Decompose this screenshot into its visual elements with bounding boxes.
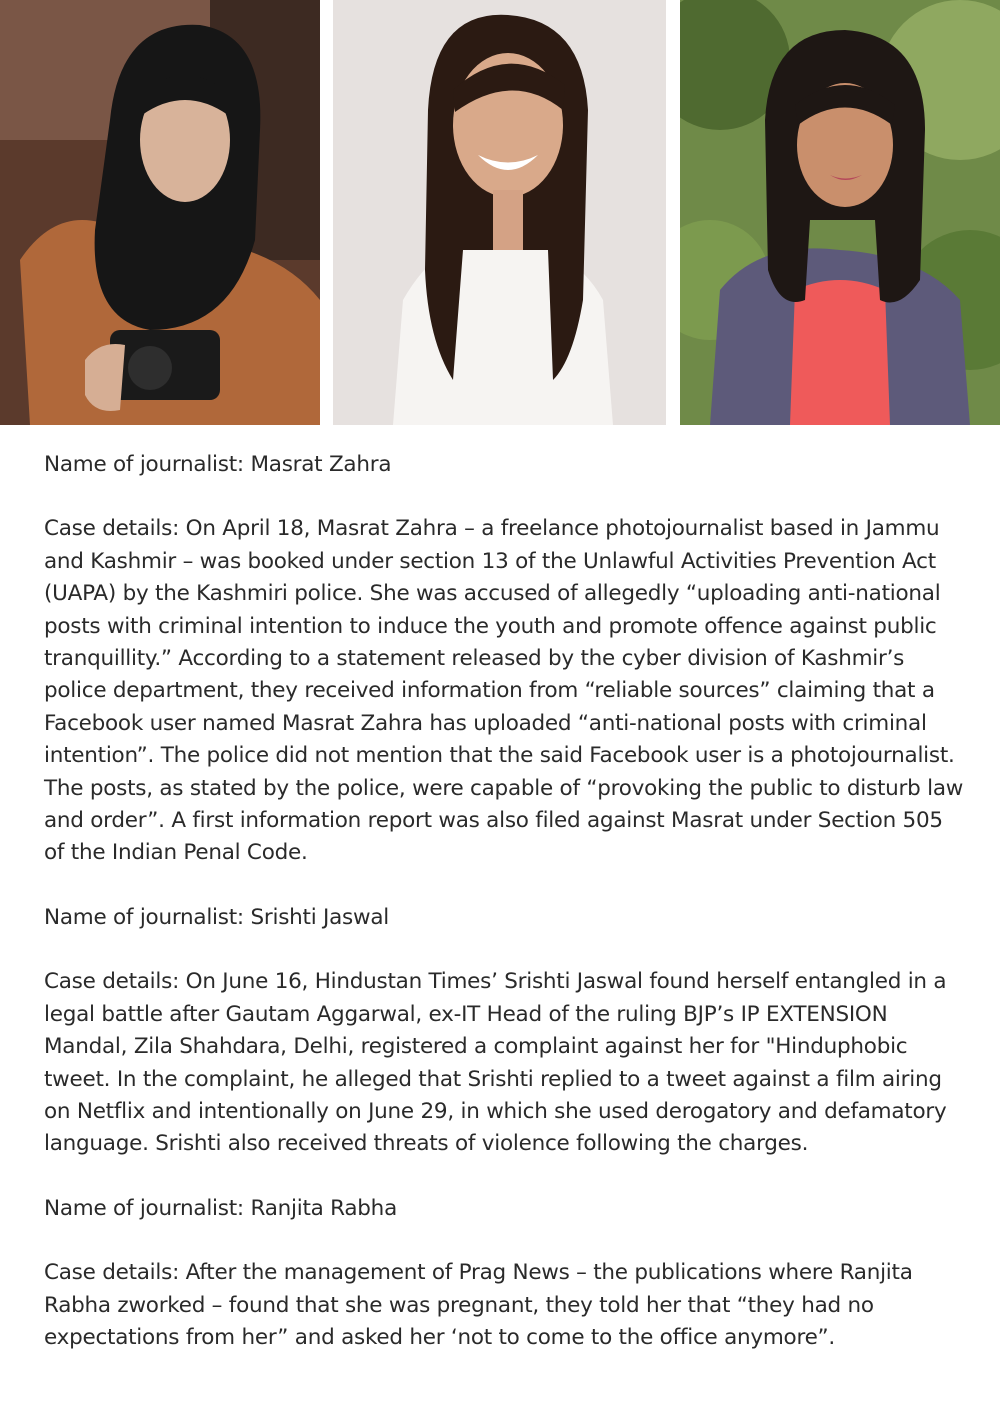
case-details-1: Case details: On April 18, Masrat Zahra – a freelance photojournalist based in Jammu and Kashmir – was booked under section 13 of the Unlawful Activities Prevention Act (UAPA) by the Kashmiri police. She was accused of allegedly “uploading anti-national posts with criminal intention to induce the youth and promote offence against public tranquillity.” According to a statement released by the cyber division of Kashmir’s police department, they received information from “reliable sources” claiming that a Facebook user named Masrat Zahra has uploaded “anti-national posts with criminal intention”. The police did not mention that the said Facebook user is a photojournalist. The posts, as stated by the police, were capable of “provoking the public to disturb law and order”. A first information report was also filed against Masrat under Section 505 of the Indian Penal Code. [44,516,964,866]
journalist-name-3: Name of journalist: Ranjita Rabha [44,1195,397,1221]
case-details-2: Case details: On June 16, Hindustan Times’ Srishti Jaswal found herself entangled in a legal battle after Gautam Aggarwal, ex-IT Head of the ruling BJP’s IP EXTENSION Mandal, Zila Shahdara, Delhi, registered a complaint against her for "Hinduphobic tweet. In the complaint, he alleged that Srishti replied to a tweet against a film airing on Netflix and intentionally on June 29, in which she used derogatory and defamatory language. Srishti also received threats of violence following the charges. [44,969,947,1157]
photo-strip [0,0,1000,425]
journalist-name-1: Name of journalist: Masrat Zahra [44,452,392,477]
photo-ranjita-rabha [680,0,1000,425]
case-details-3: Case details: After the management of Prag News – the publications where Ranjita Rabha zworked – found that she was pregnant, they told her that “they had no expectations from her” and asked her ‘not to come to the office anymore”. [44,1260,913,1350]
photo-srishti-jaswal [333,0,666,425]
article-body [44,449,964,1354]
photo-masrat-zahra [0,0,320,425]
journalist-name-2: Name of journalist: Srishti Jaswal [44,904,389,930]
